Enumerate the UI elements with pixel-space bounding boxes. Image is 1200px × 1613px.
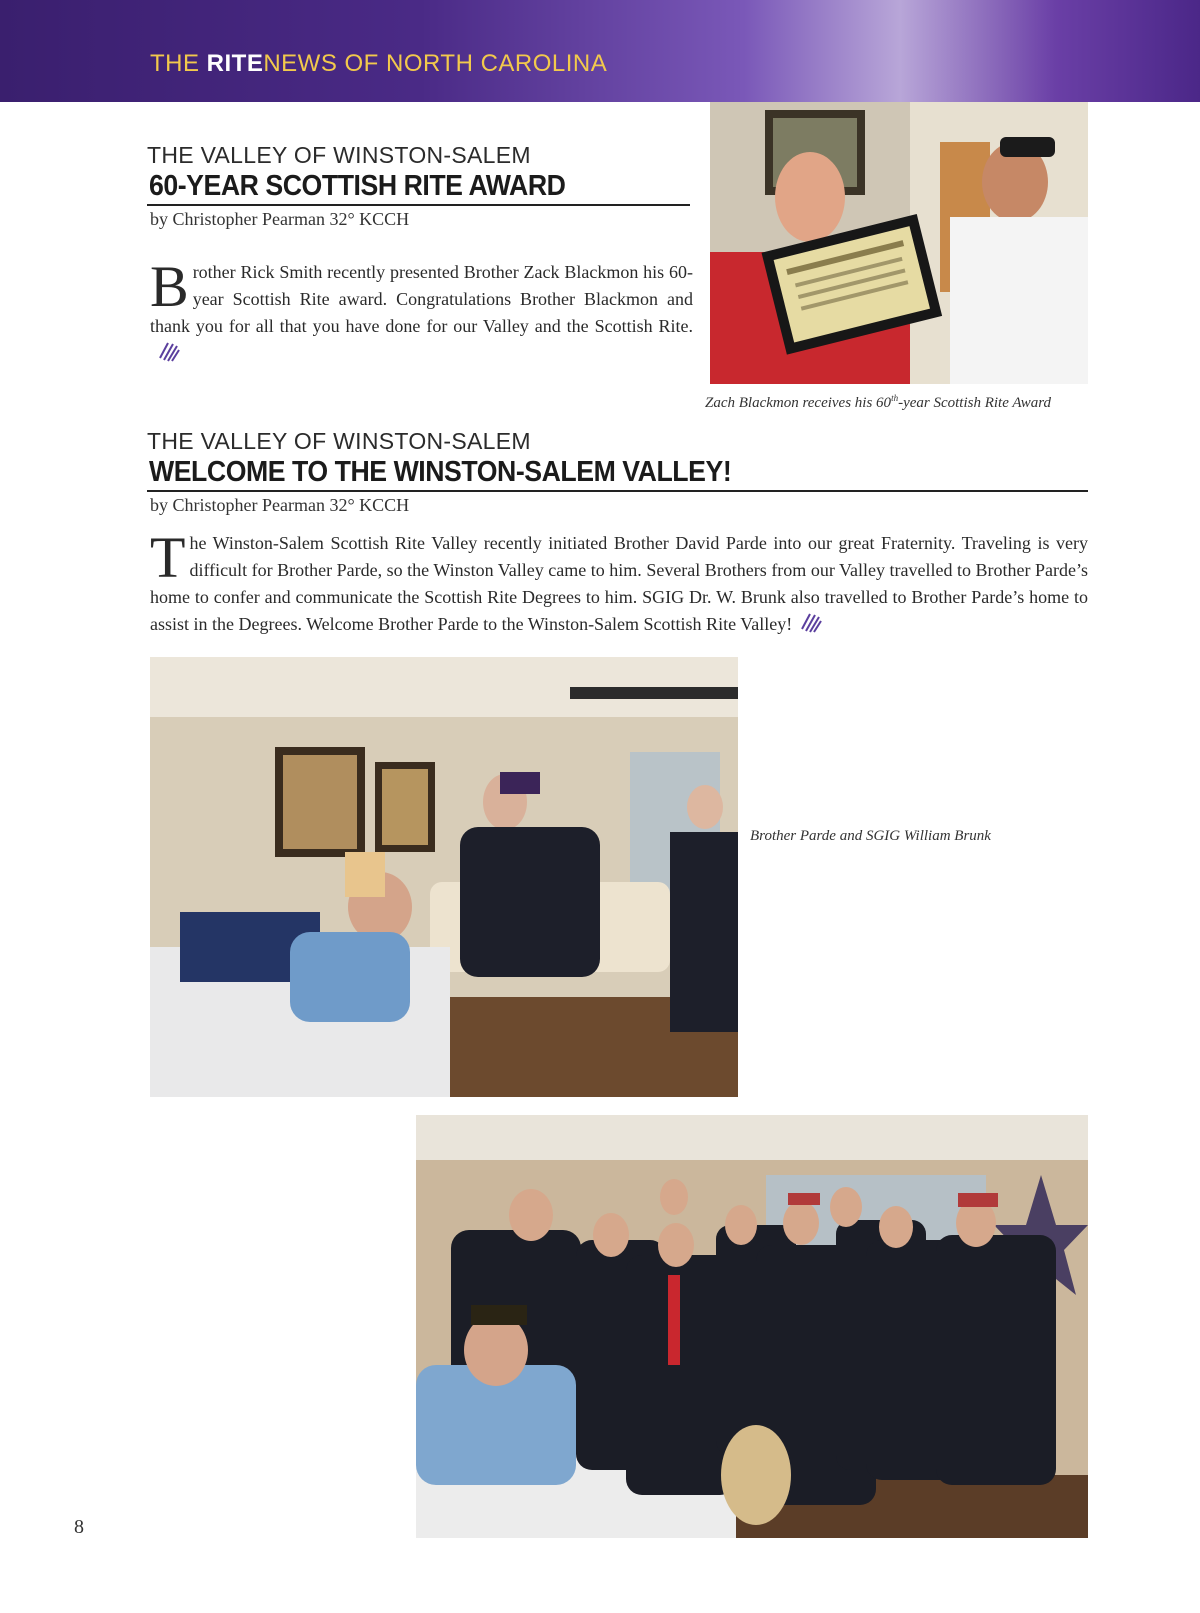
article1-rule [147, 204, 690, 206]
article1-text: rother Rick Smith recently presented Brother Zack Blackmon his 60-year Scottish Rite award. Congratulations Brother Blackmon and thank you for all that you have done for our Valley and the Scottish Rite. [150, 262, 693, 336]
publication-title [150, 50, 607, 78]
article2-text: he Winston-Salem Scottish Rite Valley recently initiated Brother David Parde into our great Fraternity. Traveling is very difficult for Brother Parde, so the Winston Valley came to him. Several Brothers from our Valley travelled to Brother Parde’s home to confer and communicate the Scottish Rite Degrees to him. SGIG Dr. W. Brunk also travelled to Brother Parde’s home to assist in the Degrees. Welcome Brother Parde to the Winston-Salem Scottish Rite Valley! [150, 533, 1088, 635]
article2-headline: WELCOME TO THE WINSTON-SALEM VALLEY! [149, 456, 732, 488]
article1-byline: by Christopher Pearman 32° KCCH [150, 209, 410, 229]
end-mark-icon [800, 611, 822, 641]
article1-body [150, 254, 693, 370]
article2-rule [147, 490, 1088, 492]
article2-body [150, 525, 1088, 641]
title-rite: RITE [206, 50, 264, 77]
award-photo-caption: Zach Blackmon receives his 60th-year Scottish Rite Award [705, 393, 1051, 411]
article1-dropcap: B [150, 254, 189, 319]
handshake-photo-caption: Brother Parde and SGIG William Brunk [750, 828, 991, 844]
article1-headline: 60-YEAR SCOTTISH RITE AWARD [149, 170, 566, 202]
header-banner [0, 0, 1200, 102]
title-suffix: NEWS OF NORTH CAROLINA [263, 50, 608, 77]
group-photo [416, 1115, 1088, 1538]
end-mark-icon [158, 340, 180, 370]
article1-kicker: THE VALLEY OF WINSTON-SALEM [147, 142, 531, 168]
article2-byline: by Christopher Pearman 32° KCCH [150, 495, 410, 515]
award-photo [710, 102, 1088, 384]
page-number: 8 [74, 1516, 84, 1538]
handshake-photo [150, 657, 738, 1097]
title-prefix: THE [150, 50, 207, 77]
article2-dropcap: T [150, 525, 186, 590]
article2-kicker: THE VALLEY OF WINSTON-SALEM [147, 428, 531, 454]
